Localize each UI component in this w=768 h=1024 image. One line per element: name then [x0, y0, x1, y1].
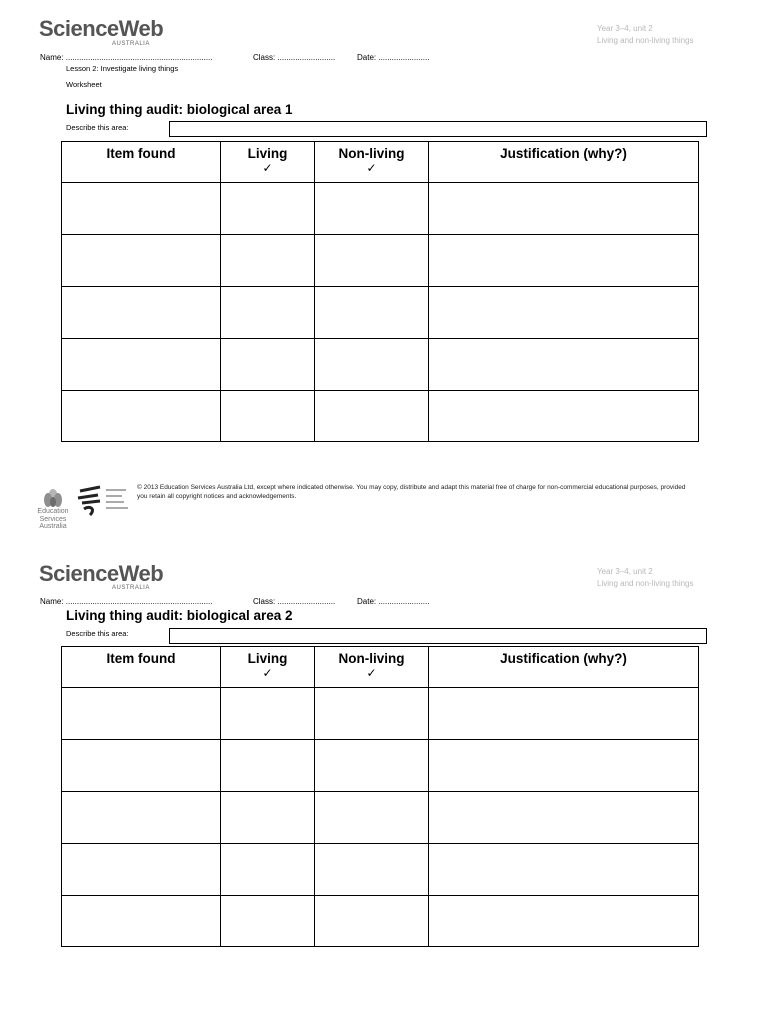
scienceweb-logo: ScienceWeb: [39, 16, 164, 41]
check-icon: ✓: [366, 666, 377, 680]
non-living-cell[interactable]: [315, 740, 429, 792]
lesson-label: Lesson 2: Investigate living things: [66, 64, 179, 73]
justification-cell[interactable]: [429, 792, 699, 844]
table-row: [62, 844, 699, 896]
header-item-found: Item found: [62, 142, 221, 183]
item-cell[interactable]: [62, 792, 221, 844]
table-row: [62, 792, 699, 844]
table-row: [62, 235, 699, 287]
item-cell[interactable]: [62, 391, 221, 442]
asta-logo-text-icon: [106, 488, 130, 510]
non-living-cell[interactable]: [315, 896, 429, 947]
year-info-unit: Year 3–4, unit 2: [597, 24, 653, 33]
non-living-cell[interactable]: [315, 339, 429, 391]
non-living-cell[interactable]: [315, 391, 429, 442]
living-cell[interactable]: [221, 183, 315, 235]
date-line: Date: .......................: [357, 597, 430, 606]
year-info-unit: Year 3–4, unit 2: [597, 567, 653, 576]
esa-text: [34, 508, 72, 531]
header-living: Living ✓: [221, 142, 315, 183]
asta-logo-icon: [76, 485, 104, 517]
esa-text-line: Education: [37, 508, 69, 515]
class-line: Class: ..........................: [253, 597, 336, 606]
header-justification: Justification (why?): [429, 142, 699, 183]
justification-cell[interactable]: [429, 183, 699, 235]
table-row: [62, 287, 699, 339]
non-living-cell[interactable]: [315, 235, 429, 287]
justification-cell[interactable]: [429, 391, 699, 442]
living-cell[interactable]: [221, 339, 315, 391]
check-icon: ✓: [262, 161, 273, 175]
esa-logo-icon: [40, 484, 66, 510]
justification-cell[interactable]: [429, 688, 699, 740]
header-non-living: Non-living ✓: [315, 647, 429, 688]
worksheet-label: Worksheet: [66, 80, 102, 89]
header-item-found: Item found: [62, 647, 221, 688]
class-line: Class: ..........................: [253, 53, 336, 62]
justification-cell[interactable]: [429, 339, 699, 391]
table-row: [62, 740, 699, 792]
non-living-cell[interactable]: [315, 688, 429, 740]
item-cell[interactable]: [62, 287, 221, 339]
table-header-row: [62, 647, 699, 688]
describe-area-field[interactable]: [169, 121, 707, 137]
date-line: Date: .......................: [357, 53, 430, 62]
living-cell[interactable]: [221, 792, 315, 844]
copyright-notice: © 2013 Education Services Australia Ltd, except where indicated otherwise. You may copy, distribute and adapt this material free of charge for non-commercial educational purposes, provided you retain all copyright notices and acknowledgements.: [137, 484, 686, 500]
item-cell[interactable]: [62, 339, 221, 391]
living-cell[interactable]: [221, 235, 315, 287]
item-cell[interactable]: [62, 844, 221, 896]
scienceweb-logo: ScienceWeb: [39, 561, 164, 586]
audit-table: [61, 141, 699, 442]
non-living-cell[interactable]: [315, 183, 429, 235]
item-cell[interactable]: [62, 688, 221, 740]
page-title: Living thing audit: biological area 2: [66, 608, 293, 623]
table-row: [62, 183, 699, 235]
non-living-cell[interactable]: [315, 844, 429, 896]
esa-text-line: Services: [39, 515, 67, 523]
scienceweb-logo-sub: AUSTRALIA: [112, 585, 150, 591]
check-icon: ✓: [262, 666, 273, 680]
living-cell[interactable]: [221, 391, 315, 442]
non-living-cell[interactable]: [315, 287, 429, 339]
justification-cell[interactable]: [429, 844, 699, 896]
living-cell[interactable]: [221, 287, 315, 339]
living-cell[interactable]: [221, 740, 315, 792]
describe-label: Describe this area:: [66, 123, 129, 132]
living-cell[interactable]: [221, 688, 315, 740]
justification-cell[interactable]: [429, 896, 699, 947]
year-info: [597, 23, 694, 47]
item-cell[interactable]: [62, 183, 221, 235]
year-info-topic: Living and non-living things: [597, 36, 694, 45]
describe-label: Describe this area:: [66, 629, 129, 638]
header-justification: Justification (why?): [429, 647, 699, 688]
check-icon: ✓: [366, 161, 377, 175]
name-line: Name: ..................................................................: [40, 597, 213, 606]
table-row: [62, 688, 699, 740]
header-non-living: Non-living ✓: [315, 142, 429, 183]
scienceweb-logo-sub: AUSTRALIA: [112, 41, 150, 47]
justification-cell[interactable]: [429, 740, 699, 792]
justification-cell[interactable]: [429, 287, 699, 339]
name-line: Name: ..................................................................: [40, 53, 213, 62]
table-header-row: [62, 142, 699, 183]
esa-text-line: Australia: [39, 523, 67, 530]
item-cell[interactable]: [62, 235, 221, 287]
year-info: [597, 566, 694, 590]
non-living-cell[interactable]: [315, 792, 429, 844]
header-living: Living ✓: [221, 647, 315, 688]
living-cell[interactable]: [221, 844, 315, 896]
item-cell[interactable]: [62, 896, 221, 947]
year-info-topic: Living and non-living things: [597, 579, 694, 588]
item-cell[interactable]: [62, 740, 221, 792]
table-row: [62, 391, 699, 442]
describe-area-field[interactable]: [169, 628, 707, 644]
justification-cell[interactable]: [429, 235, 699, 287]
page-title: Living thing audit: biological area 1: [66, 102, 293, 117]
table-row: [62, 339, 699, 391]
table-row: [62, 896, 699, 947]
living-cell[interactable]: [221, 896, 315, 947]
audit-table: [61, 646, 699, 947]
